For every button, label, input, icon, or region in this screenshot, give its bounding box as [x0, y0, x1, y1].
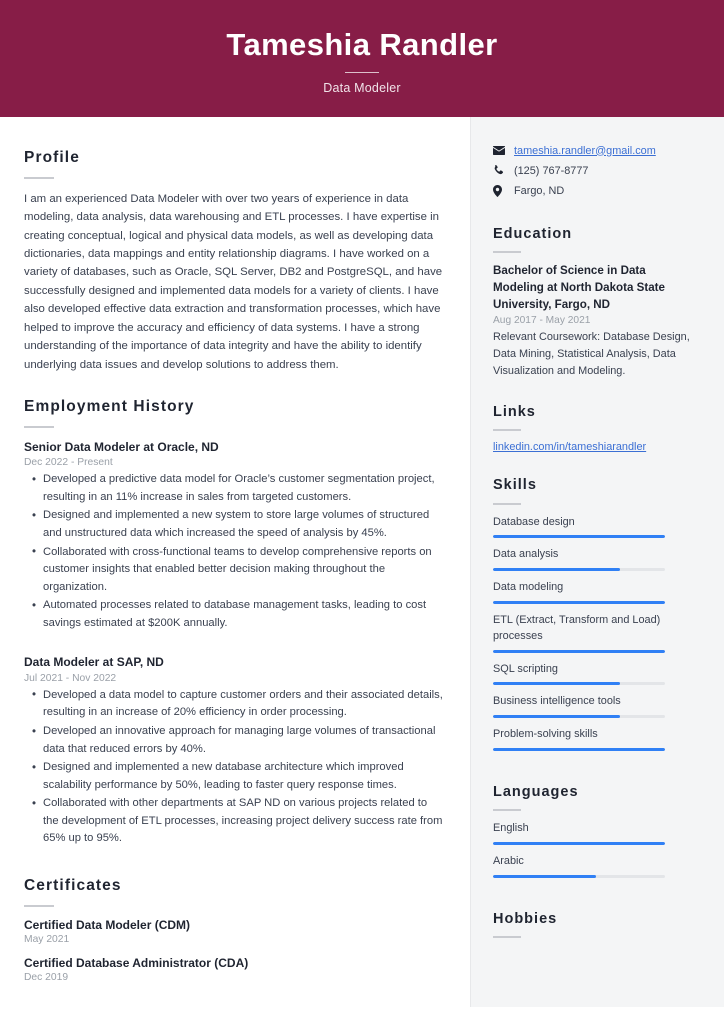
language-label: English [493, 822, 529, 835]
spacer [493, 760, 698, 784]
section-heading-skills: Skills [493, 477, 537, 494]
skill-item [493, 727, 698, 751]
certificate-title: Certified Data Modeler (CDM) [24, 917, 191, 932]
skill-level-track [493, 650, 665, 653]
job-bullet: • Developed a predictive data model for Oracle’s customer segmentation project, resulting in an 11% increase in sales from targeted customers. [43, 471, 443, 506]
section-hobbies [493, 911, 698, 938]
contact-row-email [493, 143, 698, 158]
profile-text: I am an experienced Data Modeler with over two years of experience in data modeling, data analysis, data warehousing and ETL processes. I have expertise in creating conceptual, logical and physical data models, as well as developing data dictionaries, data mappings and entity relationship diagrams. I have worked on a variety of databases, such as Oracle, SQL Server, DB2 and PostgreSQL, and have successfully designed and implemented data models for a variety of clients. I have also developed effective data extraction and transformation processes, which have helped to improve the accuracy and efficiency of data systems. I have a strong understanding of the importance of data integrity and have the ability to identify underlying data issues and develop solutions to address them. [24, 192, 443, 371]
contact-email-link[interactable]: tameshia.randler@gmail.com [514, 144, 656, 157]
employment-entry [24, 439, 443, 633]
skill-level-fill [493, 650, 665, 653]
section-heading-languages: Languages [493, 784, 579, 801]
job-bullet: • Designed and implemented a new system to store large volumes of structured and unstructured data which increased the speed of analysis by 45%. [43, 507, 443, 542]
education-description: Relevant Coursework: Database Design, Data Mining, Statistical Analysis, Data Visualization and Modeling. [493, 331, 690, 377]
language-level-fill [493, 875, 596, 878]
language-level-track [493, 875, 665, 878]
certificate-entry [24, 918, 443, 945]
skill-label: ETL (Extract, Transform and Load) processes [493, 614, 661, 642]
section-links [493, 404, 698, 453]
skill-label: Data modeling [493, 581, 564, 594]
skill-label: Database design [493, 515, 575, 528]
skill-level-track [493, 535, 665, 538]
resume-header [0, 0, 724, 117]
job-date-range: Jul 2021 - Nov 2022 [24, 672, 117, 684]
phone-icon [493, 165, 508, 176]
language-item [493, 854, 698, 878]
skill-level-track [493, 748, 665, 751]
skill-item [493, 547, 698, 571]
heading-underline [24, 177, 54, 179]
skill-label: Data analysis [493, 548, 559, 561]
spacer [24, 374, 443, 398]
section-profile [24, 149, 443, 374]
section-heading-links: Links [493, 403, 536, 420]
certificate-title: Certified Database Administrator (CDA) [24, 955, 249, 970]
skill-label: SQL scripting [493, 662, 558, 675]
heading-underline [24, 905, 54, 907]
contact-info-list [493, 143, 698, 198]
section-skills [493, 477, 698, 751]
job-bullet: • Developed an innovative approach for managing large volumes of transactional data that reduced errors by 40%. [43, 723, 443, 758]
main-column [0, 117, 470, 1023]
certificate-date: May 2021 [24, 933, 70, 945]
language-level-track [493, 842, 665, 845]
spacer [24, 637, 443, 654]
job-bullet-list [24, 687, 443, 848]
employment-entry [24, 654, 443, 848]
contact-row-location [493, 183, 698, 198]
sidebar-column [470, 117, 724, 1007]
contact-phone-value: (125) 767-8777 [514, 164, 589, 177]
certificate-date: Dec 2019 [24, 971, 69, 983]
spacer [493, 887, 698, 911]
heading-underline [24, 426, 54, 428]
skill-level-track [493, 568, 665, 571]
header-divider [345, 72, 379, 73]
link-linkedin[interactable]: linkedin.com/in/tameshiarandler [493, 441, 647, 454]
envelope-icon [493, 146, 508, 155]
candidate-job-title: Data Modeler [323, 80, 401, 95]
heading-underline [493, 429, 521, 431]
contact-row-phone [493, 163, 698, 178]
language-label: Arabic [493, 855, 524, 868]
section-certificates [24, 877, 443, 983]
contact-location-value: Fargo, ND [514, 184, 565, 197]
section-languages [493, 784, 698, 878]
skill-level-fill [493, 748, 665, 751]
heading-underline [493, 809, 521, 811]
location-pin-icon [493, 185, 508, 197]
language-level-fill [493, 842, 665, 845]
certificate-entry [24, 956, 443, 983]
skill-label: Business intelligence tools [493, 695, 621, 708]
spacer [493, 453, 698, 477]
skill-item [493, 580, 698, 604]
job-title: Data Modeler at SAP, ND [24, 655, 164, 670]
skill-level-track [493, 715, 665, 718]
heading-underline [493, 251, 521, 253]
skill-label: Problem-solving skills [493, 728, 598, 741]
job-bullet: • Collaborated with other departments at SAP ND on various projects related to the development of ETL processes, increasing project delivery success rate from 65% up to 95%. [43, 795, 443, 848]
skill-level-fill [493, 535, 665, 538]
spacer [493, 380, 698, 404]
resume-body [0, 117, 724, 1023]
skill-level-track [493, 682, 665, 685]
heading-underline [493, 503, 521, 505]
section-education [493, 226, 698, 380]
skill-level-fill [493, 568, 620, 571]
section-heading-certificates: Certificates [24, 877, 122, 895]
heading-underline [493, 936, 521, 938]
skill-item [493, 613, 698, 653]
skill-level-fill [493, 682, 620, 685]
job-bullet-list [24, 471, 443, 632]
section-heading-profile: Profile [24, 149, 80, 166]
education-degree: Bachelor of Science in Data Modeling at North Dakota State University, Fargo, ND [493, 264, 665, 311]
candidate-name: Tameshia Randler [226, 27, 498, 63]
job-bullet: • Automated processes related to database management tasks, leading to cost savings estimated at $200K annually. [43, 597, 443, 632]
section-heading-employment-history: Employment History [24, 398, 195, 416]
job-bullet: • Collaborated with cross-functional teams to develop comprehensive reports on customer insights that enabled better decision making throughout the organization. [43, 544, 443, 597]
skill-level-fill [493, 601, 665, 604]
education-date-range: Aug 2017 - May 2021 [493, 315, 591, 327]
language-item [493, 821, 698, 845]
section-employment-history [24, 398, 443, 848]
section-heading-education: Education [493, 226, 573, 242]
job-title: Senior Data Modeler at Oracle, ND [24, 439, 219, 454]
skill-item [493, 515, 698, 539]
skill-item [493, 694, 698, 718]
job-bullet: • Designed and implemented a new database architecture which improved scalability performance by 50%, leading to faster query response times. [43, 759, 443, 794]
skill-level-track [493, 601, 665, 604]
job-date-range: Dec 2022 - Present [24, 457, 113, 469]
skill-item [493, 662, 698, 686]
section-heading-hobbies: Hobbies [493, 911, 558, 928]
skill-level-fill [493, 715, 620, 718]
spacer [24, 853, 443, 877]
job-bullet: • Developed a data model to capture customer orders and their associated details, resulting in an increase of 20% efficiency in order processing. [43, 687, 443, 722]
